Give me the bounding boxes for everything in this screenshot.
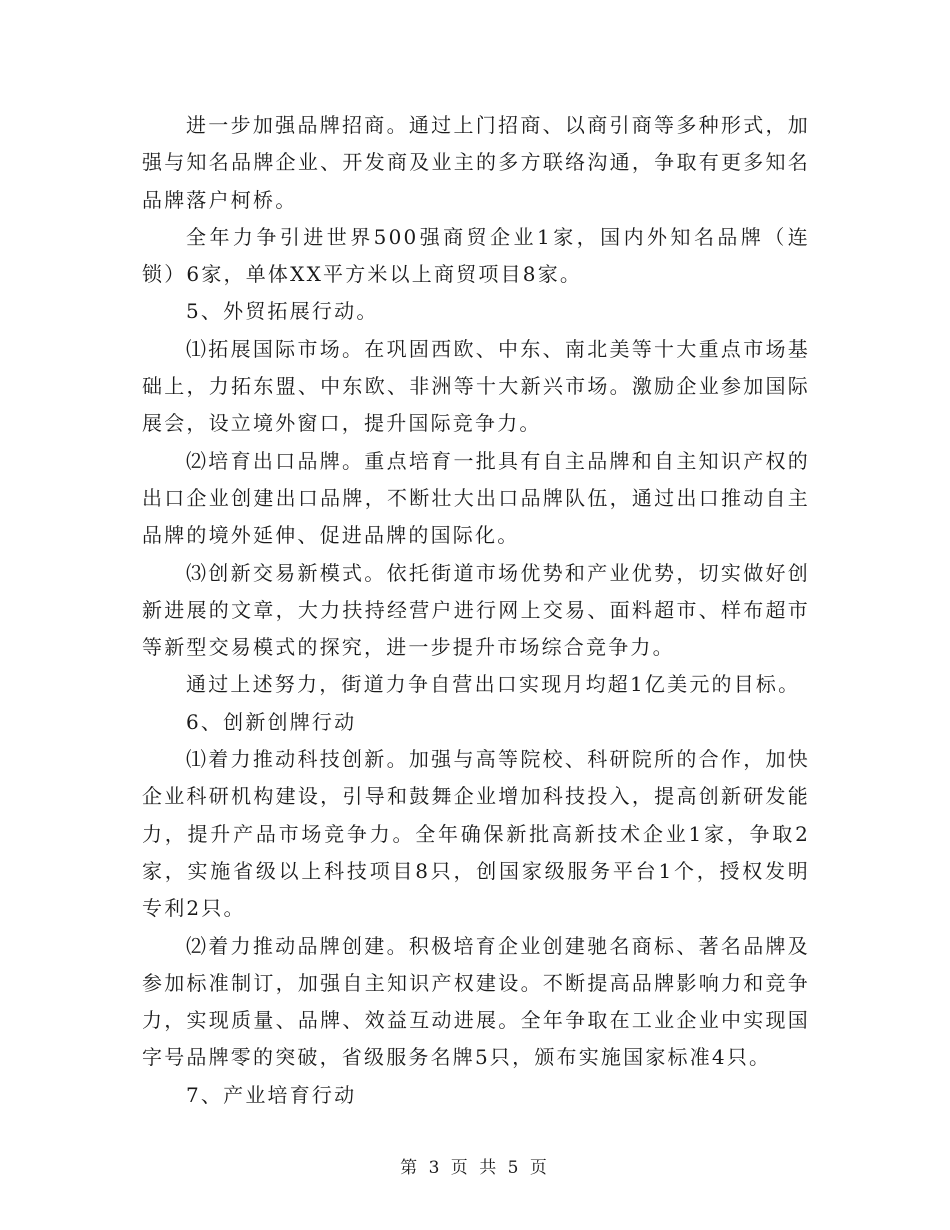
- paragraph-annual-target: 全年力争引进世界500强商贸企业1家，国内外知名品牌（连锁）6家，单体XX平方米以上商贸项目8家。: [142, 224, 810, 287]
- page-number-footer: 第 3 页 共 5 页: [400, 1158, 550, 1178]
- paragraph-trade-model: ⑶创新交易新模式。依托街道市场优势和产业优势，切实做好创新进展的文章，大力扶持经营户进行网上交易、面料超市、样布超市等新型交易模式的探究，进一步提升市场综合竞争力。: [142, 560, 810, 660]
- paragraph-tech-innovation: ⑴着力推动科技创新。加强与高等院校、科研院所的合作，加快企业科研机构建设，引导和鼓舞企业增加科技投入，提高创新研发能力，提升产品市场竞争力。全年确保新批高新技术企业1家，争取2家，实施省级以上科技项目8只，创国家级服务平台1个，授权发明专利2只。: [142, 747, 810, 921]
- paragraph-brand-building: ⑵着力推动品牌创建。积极培育企业创建驰名商标、著名品牌及参加标准制订，加强自主知识产权建设。不断提高品牌影响力和竞争力，实现质量、品牌、效益互动进展。全年争取在工业企业中实现国字号品牌零的突破，省级服务名牌5只，颁布实施国家标准4只。: [142, 933, 810, 1070]
- heading-innovation-brand: 6、创新创牌行动: [186, 709, 357, 734]
- heading-foreign-trade: 5、外贸拓展行动。: [186, 299, 379, 324]
- paragraph-brand-investment: 进一步加强品牌招商。通过上门招商、以商引商等多种形式，加强与知名品牌企业、开发商及业主的多方联络沟通，争取有更多知名品牌落户柯桥。: [142, 113, 810, 212]
- paragraph-export-goal: 通过上述努力，街道力争自营出口实现月均超1亿美元的目标。: [186, 672, 801, 697]
- paragraph-international-market: ⑴拓展国际市场。在巩固西欧、中东、南北美等十大重点市场基础上，力拓东盟、中东欧、非洲等十大新兴市场。激励企业参加国际展会，设立境外窗口，提升国际竞争力。: [142, 336, 810, 436]
- document-body: [142, 107, 810, 1114]
- heading-industry-cultivation: 7、产业培育行动: [186, 1082, 357, 1107]
- paragraph-export-brand: ⑵培育出口品牌。重点培育一批具有自主品牌和自主知识产权的出口企业创建出口品牌，不断壮大出口品牌队伍，通过出口推动自主品牌的境外延伸、促进品牌的国际化。: [142, 448, 810, 548]
